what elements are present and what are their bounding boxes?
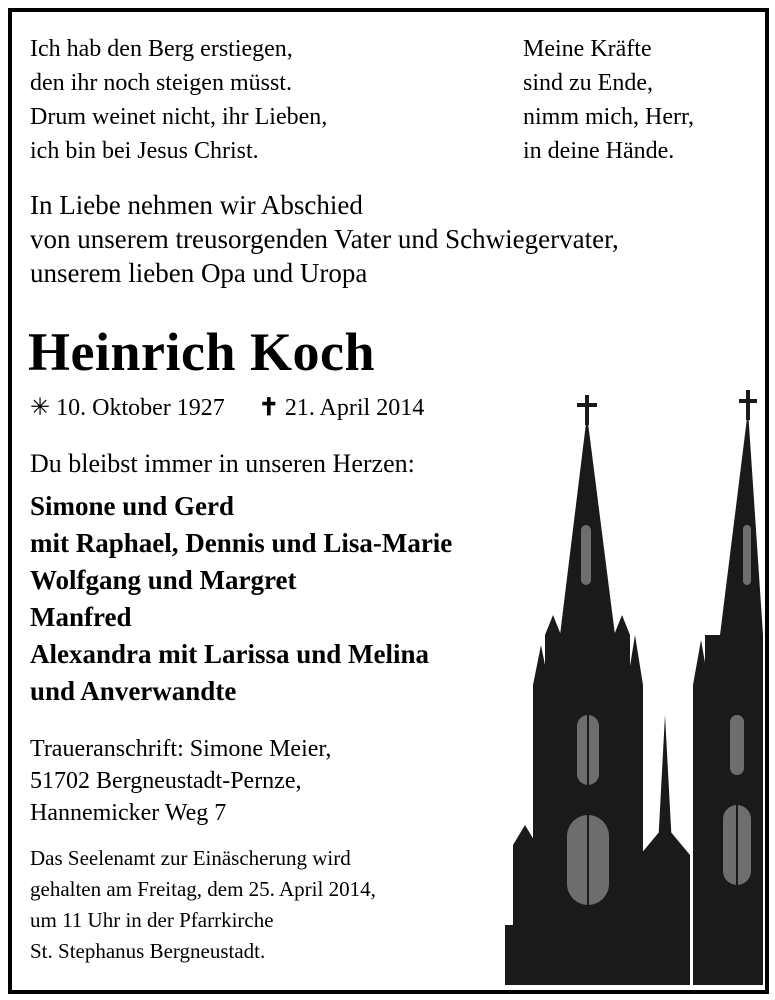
family-member: Wolfgang und Margret [30,565,297,595]
poem-left [30,32,327,168]
family-member: Manfred [30,602,132,632]
family-member: Simone und Gerd [30,491,235,521]
service-line: gehalten am Freitag, dem 25. April 2014, [30,877,376,901]
service-line: St. Stephanus Bergneustadt. [30,939,266,963]
address-line: Hannemicker Weg 7 [30,800,227,826]
farewell-intro [30,188,619,290]
mourning-address [30,733,331,829]
family-list [30,488,452,710]
address-line: 51702 Bergneustadt-Pernze, [30,768,302,794]
poem-right-line: Meine Kräfte [523,36,652,62]
poem-left-line: ich bin bei Jesus Christ. [30,138,259,164]
poem-left-line: Drum weinet nicht, ihr Lieben, [30,104,328,130]
service-line: um 11 Uhr in der Pfarrkirche [30,908,274,932]
poem-left-line: den ihr noch steigen müsst. [30,70,292,96]
poem-left-line: Ich hab den Berg erstiegen, [30,36,293,62]
service-info [30,843,376,967]
family-member: und Anverwandte [30,676,237,706]
address-line: Traueranschrift: Simone Meier, [30,736,332,762]
deceased-name: Heinrich Koch [28,322,375,382]
poem-right-line: sind zu Ende, [523,70,653,96]
death-cross-icon: ✝ [258,395,279,421]
intro-line: In Liebe nehmen wir Abschied [30,190,363,220]
poem-right-line: in deine Hände. [523,138,675,164]
intro-line: von unserem treusorgenden Vater und Schwiegervater, [30,224,619,254]
death-date: 21. April 2014 [284,395,425,421]
birth-date: 10. Oktober 1927 [56,395,225,421]
poem-right [523,32,694,168]
remembrance-line: Du bleibst immer in unseren Herzen: [30,449,415,478]
cathedral-image [505,385,763,985]
intro-line: unserem lieben Opa und Uropa [30,258,368,288]
family-member: Alexandra mit Larissa und Melina [30,639,430,669]
family-member: mit Raphael, Dennis und Lisa-Marie [30,528,453,558]
poem-right-line: nimm mich, Herr, [523,104,694,130]
birth-star-icon: ✳ [30,395,51,421]
service-line: Das Seelenamt zur Einäscherung wird [30,846,351,870]
life-dates [30,393,424,423]
